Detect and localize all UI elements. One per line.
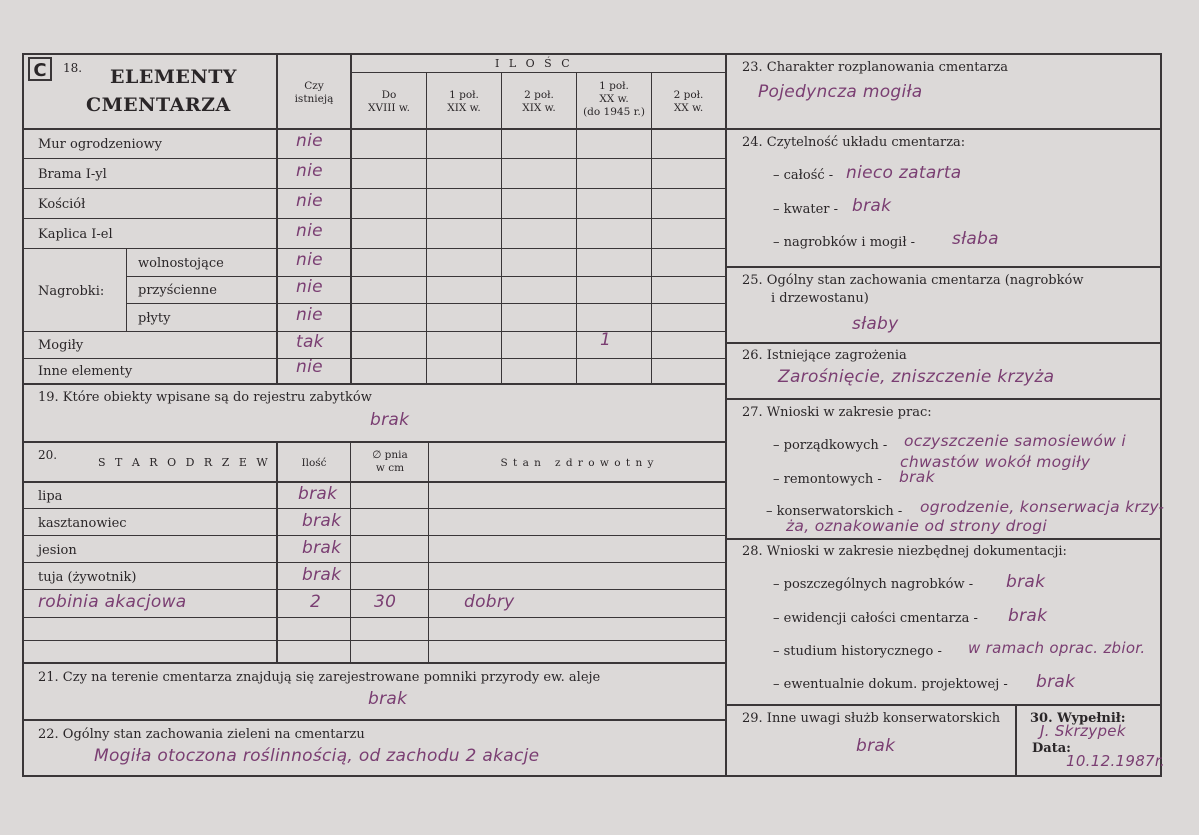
period-header-4: 2 poł. XX w. bbox=[673, 89, 704, 115]
s19-value: brak bbox=[370, 410, 410, 430]
tree-label-kasztanowiec: kasztanowiec bbox=[38, 516, 127, 531]
period-header-0: Do XVIII w. bbox=[368, 89, 410, 115]
s30-name: J. Skrzypek bbox=[1040, 722, 1126, 740]
row-label-mur: Mur ogrodzeniowy bbox=[38, 137, 162, 152]
period-header-3: 1 poł. XX w. (do 1945 r.) bbox=[583, 80, 645, 119]
s21-label: 21. Czy na terenie cmentarza znajdują się zarejestrowane pomniki przyrody ew. aleje bbox=[38, 670, 601, 685]
row-label-przyscienne: przyścienne bbox=[138, 283, 217, 298]
s26-label: 26. Istniejące zagrożenia bbox=[742, 348, 907, 363]
period-header-2: 2 poł. XIX w. bbox=[522, 89, 556, 115]
s25-value: słaby bbox=[852, 314, 899, 334]
s22-value: Mogiła otoczona roślinnością, od zachodu 2 akacje bbox=[94, 746, 540, 766]
s30-date: 10.12.1987r. bbox=[1066, 752, 1166, 770]
exists-value-przyscienne: nie bbox=[296, 277, 323, 297]
s20-number: 20. bbox=[38, 448, 58, 462]
exists-value-kosciol: nie bbox=[296, 191, 323, 211]
s24-calosc-value: nieco zatarta bbox=[846, 163, 962, 183]
tree-label-robinia: robinia akacjowa bbox=[38, 592, 187, 612]
tree-count-robinia: 2 bbox=[310, 592, 322, 612]
s27-konserw-value1: ogrodzenie, konserwacja krzy- bbox=[920, 498, 1165, 516]
s28-studium-value: w ramach oprac. zbior. bbox=[968, 639, 1146, 657]
s24-kwater-label: – kwater - bbox=[773, 202, 839, 217]
row-label-plyty: płyty bbox=[138, 311, 171, 326]
s27-label: 27. Wnioski w zakresie prac: bbox=[742, 405, 932, 420]
row-label-brama: Brama I-yl bbox=[38, 167, 107, 182]
s24-label: 24. Czytelność układu cmentarza: bbox=[742, 135, 966, 150]
exists-value-plyty: nie bbox=[296, 305, 323, 325]
period-header-1: 1 poł. XIX w. bbox=[447, 89, 481, 115]
s19-label: 19. Które obiekty wpisane są do rejestru zabytków bbox=[38, 390, 372, 405]
tree-count-tuja: brak bbox=[302, 565, 342, 585]
row-label-wolnostojace: wolnostojące bbox=[138, 256, 224, 271]
exists-value-kaplica: nie bbox=[296, 221, 323, 241]
s28-projektowej-value: brak bbox=[1036, 672, 1076, 692]
s28-nagrobkow-value: brak bbox=[1006, 572, 1046, 592]
s30-label: 30. Wypełnił: bbox=[1030, 711, 1126, 726]
s25-label-line2: i drzewostanu) bbox=[771, 291, 869, 306]
row-label-inne: Inne elementy bbox=[38, 364, 133, 379]
exists-value-brama: nie bbox=[296, 161, 323, 181]
tree-count-lipa: brak bbox=[298, 484, 338, 504]
s24-kwater-value: brak bbox=[852, 196, 892, 216]
s29-value: brak bbox=[856, 736, 896, 756]
s18-title-line2: CMENTARZA bbox=[86, 94, 231, 116]
s27-konserw-label: – konserwatorskich - bbox=[766, 504, 903, 519]
s22-label: 22. Ogólny stan zachowania zieleni na cmentarzu bbox=[38, 727, 365, 742]
tree-label-tuja: tuja (żywotnik) bbox=[38, 570, 137, 585]
s26-value: Zarośnięcie, zniszczenie krzyża bbox=[778, 367, 1055, 387]
s27-porzadkowych-label: – porządkowych - bbox=[773, 438, 888, 453]
s23-value: Pojedyncza mogiła bbox=[758, 82, 923, 102]
card-letter-box: C bbox=[28, 57, 52, 81]
s27-porzadkowych-value2: chwastów wokół mogiły bbox=[900, 453, 1091, 471]
s27-konserw-value2: ża, oznakowanie od strony drogi bbox=[786, 517, 1047, 535]
ilosc-header: I L O Ś C bbox=[495, 57, 573, 70]
s18-number: 18. bbox=[63, 61, 83, 75]
card-frame bbox=[22, 53, 1165, 777]
s25-label-line1: 25. Ogólny stan zachowania cmentarza (nagrobków bbox=[742, 273, 1084, 288]
s20-col-pnia: ∅ pnia w cm bbox=[372, 449, 408, 475]
exists-value-mur: nie bbox=[296, 131, 323, 151]
tree-label-lipa: lipa bbox=[38, 489, 63, 504]
tree-count-jesion: brak bbox=[302, 538, 342, 558]
s30-date-label: Data: bbox=[1032, 741, 1071, 756]
s23-label: 23. Charakter rozplanowania cmentarza bbox=[742, 60, 1009, 75]
s27-porzadkowych-value1: oczyszczenie samosiewów i bbox=[904, 432, 1126, 450]
exists-value-inne: nie bbox=[296, 357, 323, 377]
s28-projektowej-label: – ewentualnie dokum. projektowej - bbox=[773, 677, 1008, 692]
s24-nagrobkow-label: – nagrobków i mogił - bbox=[773, 235, 916, 250]
row-label-kaplica: Kaplica I-el bbox=[38, 227, 113, 242]
exists-header: Czy istnieją bbox=[294, 80, 334, 106]
row-label-nagrobki: Nagrobki: bbox=[38, 284, 105, 299]
s24-calosc-label: – całość - bbox=[773, 168, 834, 183]
tree-label-jesion: jesion bbox=[38, 543, 77, 558]
exists-value-wolnostojace: nie bbox=[296, 250, 323, 270]
row-label-mogily: Mogiły bbox=[38, 338, 84, 353]
exists-value-mogily: tak bbox=[296, 332, 324, 352]
s20-col-ilosc: Ilość bbox=[301, 457, 327, 469]
s21-value: brak bbox=[368, 689, 408, 709]
s29-label: 29. Inne uwagi służb konserwatorskich bbox=[742, 711, 1001, 726]
tree-health-robinia: dobry bbox=[464, 592, 515, 612]
s20-title: S T A R O D R Z E W bbox=[98, 456, 271, 469]
row-label-kosciol: Kościół bbox=[38, 197, 86, 212]
s28-nagrobkow-label: – poszczególnych nagrobków - bbox=[773, 577, 974, 592]
s27-remontowych-label: – remontowych - bbox=[773, 472, 882, 487]
s18-title-line1: ELEMENTY bbox=[110, 66, 237, 88]
s27-remontowych-value: brak bbox=[899, 468, 935, 486]
s28-ewidencji-label: – ewidencji całości cmentarza - bbox=[773, 611, 978, 626]
s28-ewidencji-value: brak bbox=[1008, 606, 1048, 626]
tree-count-kasztanowiec: brak bbox=[302, 511, 342, 531]
s20-col-stan: S t a n z d r o w o t n y bbox=[500, 457, 655, 469]
tree-trunk-robinia: 30 bbox=[374, 592, 397, 612]
s24-nagrobkow-value: słaba bbox=[952, 229, 999, 249]
mogily-count-value: 1 bbox=[600, 330, 612, 350]
s28-label: 28. Wnioski w zakresie niezbędnej dokumentacji: bbox=[742, 544, 1067, 559]
s28-studium-label: – studium historycznego - bbox=[773, 644, 942, 659]
